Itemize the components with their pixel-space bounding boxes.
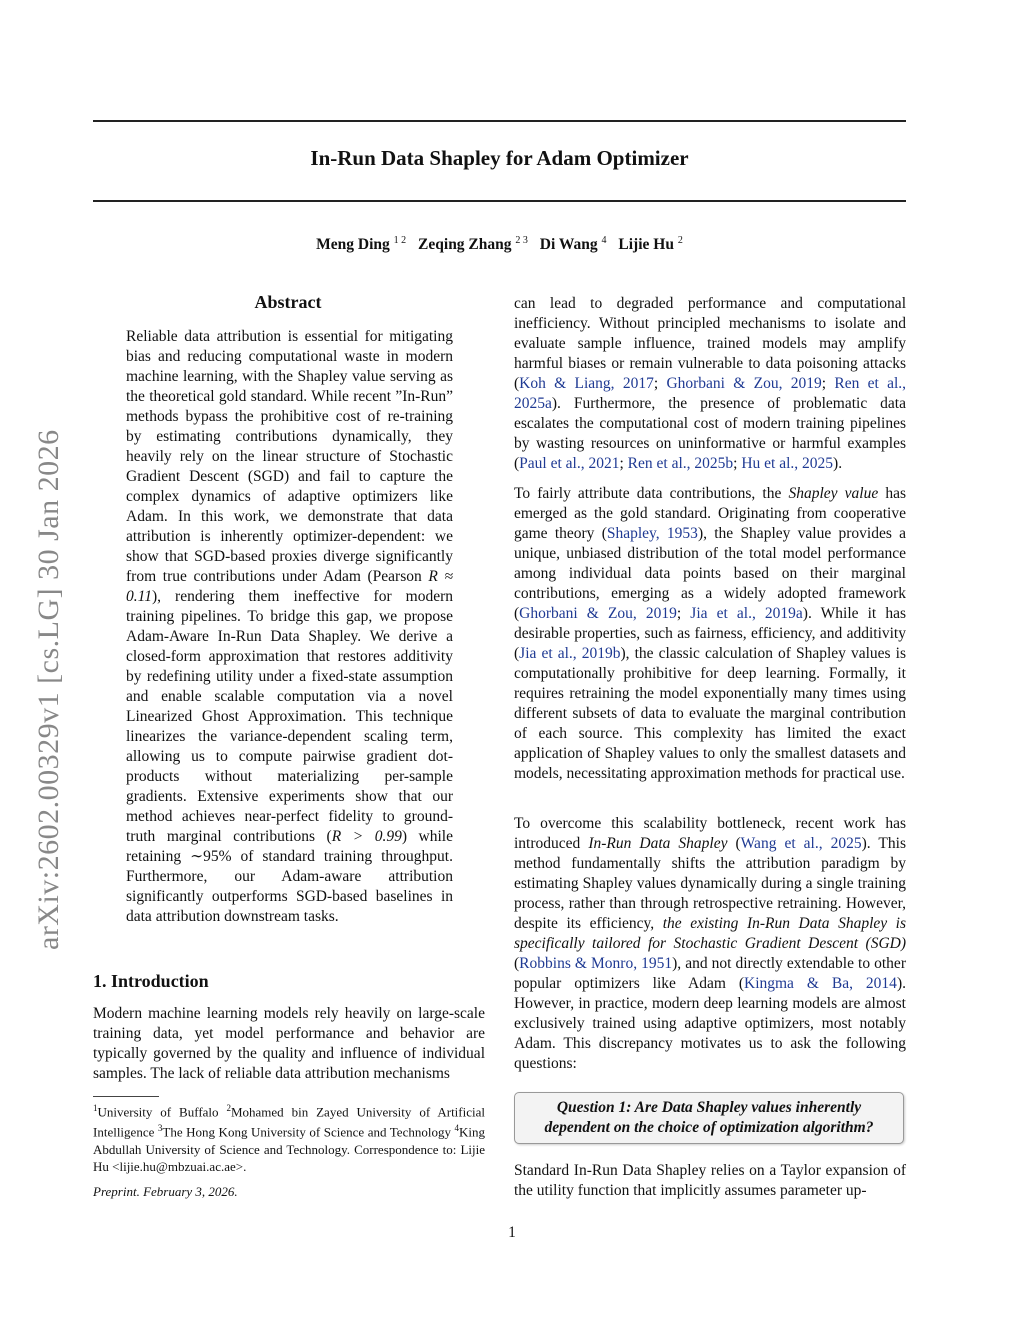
author: Di Wang $^4$ <box>539 235 607 254</box>
citation-link[interactable]: Hu et al., 2025 <box>741 455 834 472</box>
citation-link[interactable]: Kingma & Ba, 2014 <box>744 975 897 992</box>
math-inline: R ≈ 0.11 <box>126 568 453 605</box>
title-bottom-rule <box>93 200 906 202</box>
title-top-rule <box>93 120 906 122</box>
abstract-body: Reliable data attribution is essential for mitigating bias and reducing computational waste in modern machine learning, with the Shapley value serving as the theoretical gold standard. While recent ”In-Run” methods bypass the prohibitive cost of re-training by estimating contributions dynamically, they heavily rely on the linear structure of Stochastic Gradient Descent (SGD) and fail to capture the complex dynamics of adaptive optimizers like Adam. In this work, we demonstrate that data attribution is inherently optimizer-dependent: we show that SGD-based proxies diverge significantly from true contributions under Adam (Pearson R ≈ 0.11), rendering them ineffective for modern training pipelines. To bridge this gap, we propose Adam-Aware In-Run Data Shapley. We derive a closed-form approximation that restores additivity by redefining utility under a fixed-state assumption and enable scalable computation via a novel Linearized Ghost Approximation. This technique linearizes the variance-dependent scaling term, allowing us to compute pairwise gradient dot-products without materializing per-sample gradients. Extensive experiments show that our method achieves near-perfect fidelity to ground-truth marginal contributions (R > 0.99) while retaining ∼95% of standard training throughput. Furthermore, our Adam-aware attribution significantly outperforms SGD-based baselines in data attribution downstream tasks. <box>126 328 453 925</box>
citation-link[interactable]: Ren et al., 2025a <box>514 375 907 412</box>
citation-link[interactable]: Ren et al., 2025b <box>627 455 734 472</box>
author: Lijie Hu $^2$ <box>618 235 683 254</box>
citation-link[interactable]: Ghorbani & Zou, 2019 <box>519 605 677 622</box>
citation-link[interactable]: Robbins & Monro, 1951 <box>519 955 673 972</box>
research-question-box: Question 1: Are Data Shapley values inherently dependent on the choice of optimization algorithm? <box>514 1092 904 1144</box>
author: Meng Ding $^{1 2}$ <box>316 235 407 254</box>
intro-paragraph: To fairly attribute data contributions, the Shapley value has emerged as the gold standard. Originating from cooperative game theory (Shapley, 1953), the Shapley value provides a unique, unbiased distribution of the total model performance among individual data points based on their marginal contributions, emerging as a widely adopted framework (Ghorbani & Zou, 2019; Jia et al., 2019a). While it has desirable properties, such as fairness, efficiency, and additivity (Jia et al., 2019b), the classic calculation of Shapley values is computationally prohibitive for deep learning. Formally, it requires retraining the model exponentially many times using different subsets of data to evaluate the marginal contribution of each source. This complexity has limited the exact application of Shapley values to only the smallest datasets and models, necessitating approximation methods for practical use. <box>514 485 906 782</box>
affiliations-footnote: $^1$University of Buffalo $^2$Mohamed bin Zayed University of Artificial Intelligence $^3$The Hong Kong University of Science and Technology $^4$King Abdullah University of Science and Technology. Correspondence to: Lijie Hu <lijie.hu@mbzuai.ac.ae>. <box>93 1103 485 1174</box>
author: Zeqing Zhang $^{2 3}$ <box>418 235 528 254</box>
section-heading-introduction: 1. Introduction <box>93 971 209 991</box>
abstract-heading: Abstract <box>254 292 322 312</box>
intro-paragraph: To overcome this scalability bottleneck, recent work has introduced In-Run Data Shapley (Wang et al., 2025). This method fundamentally shifts the attribution paradigm by estimating Shapley values dynamically during a single training process, rather than through retrospective retraining. However, despite its efficiency, the existing In-Run Data Shapley is specifically tailored for Stochastic Gradient Descent (SGD) (Robbins & Monro, 1951), and not directly extendable to other popular optimizers like Adam (Kingma & Ba, 2014). However, in practice, modern deep learning models are almost exclusively trained using adaptive optimizers, most notably Adam. This discrepancy motivates us to ask the following questions: <box>514 815 907 1072</box>
intro-paragraph: Standard In-Run Data Shapley relies on a Taylor expansion of the utility function that implicitly assumes parameter up- <box>514 1162 906 1199</box>
page-number: 1 <box>508 1224 516 1241</box>
author-list <box>93 235 906 254</box>
intro-paragraph: Modern machine learning models rely heavily on large-scale training data, yet model performance and behavior are typically governed by the quality and influence of individual samples. The lack of reliable data attribution mechanisms <box>93 1005 485 1082</box>
citation-link[interactable]: Jia et al., 2019a <box>690 605 803 622</box>
intro-paragraph: can lead to degraded performance and computational inefficiency. Without principled mechanisms to isolate and evaluate sample influence, trained models may amplify harmful biases or remain vulnerable to data poisoning attacks (Koh & Liang, 2017; Ghorbani & Zou, 2019; Ren et al., 2025a). Furthermore, the presence of problematic data escalates the computational cost of modern training pipelines by wasting resources on uninformative or harmful examples (Paul et al., 2021; Ren et al., 2025b; Hu et al., 2025). <box>514 295 907 472</box>
arxiv-identifier: arXiv:2602.00329v1 [cs.LG] 30 Jan 2026 <box>32 429 65 950</box>
citation-link[interactable]: Jia et al., 2019b <box>519 645 621 662</box>
preprint-note: Preprint. February 3, 2026. <box>93 1184 238 1199</box>
citation-link[interactable]: Koh & Liang, 2017 <box>519 375 654 392</box>
citation-link[interactable]: Wang et al., 2025 <box>740 835 862 852</box>
footnote-rule <box>93 1096 159 1097</box>
citation-link[interactable]: Shapley, 1953 <box>606 525 698 542</box>
math-inline: R > 0.99 <box>331 828 402 845</box>
citation-link[interactable]: Ghorbani & Zou, 2019 <box>666 375 822 392</box>
paper-title: In-Run Data Shapley for Adam Optimizer <box>310 146 689 170</box>
citation-link[interactable]: Paul et al., 2021 <box>519 455 620 472</box>
